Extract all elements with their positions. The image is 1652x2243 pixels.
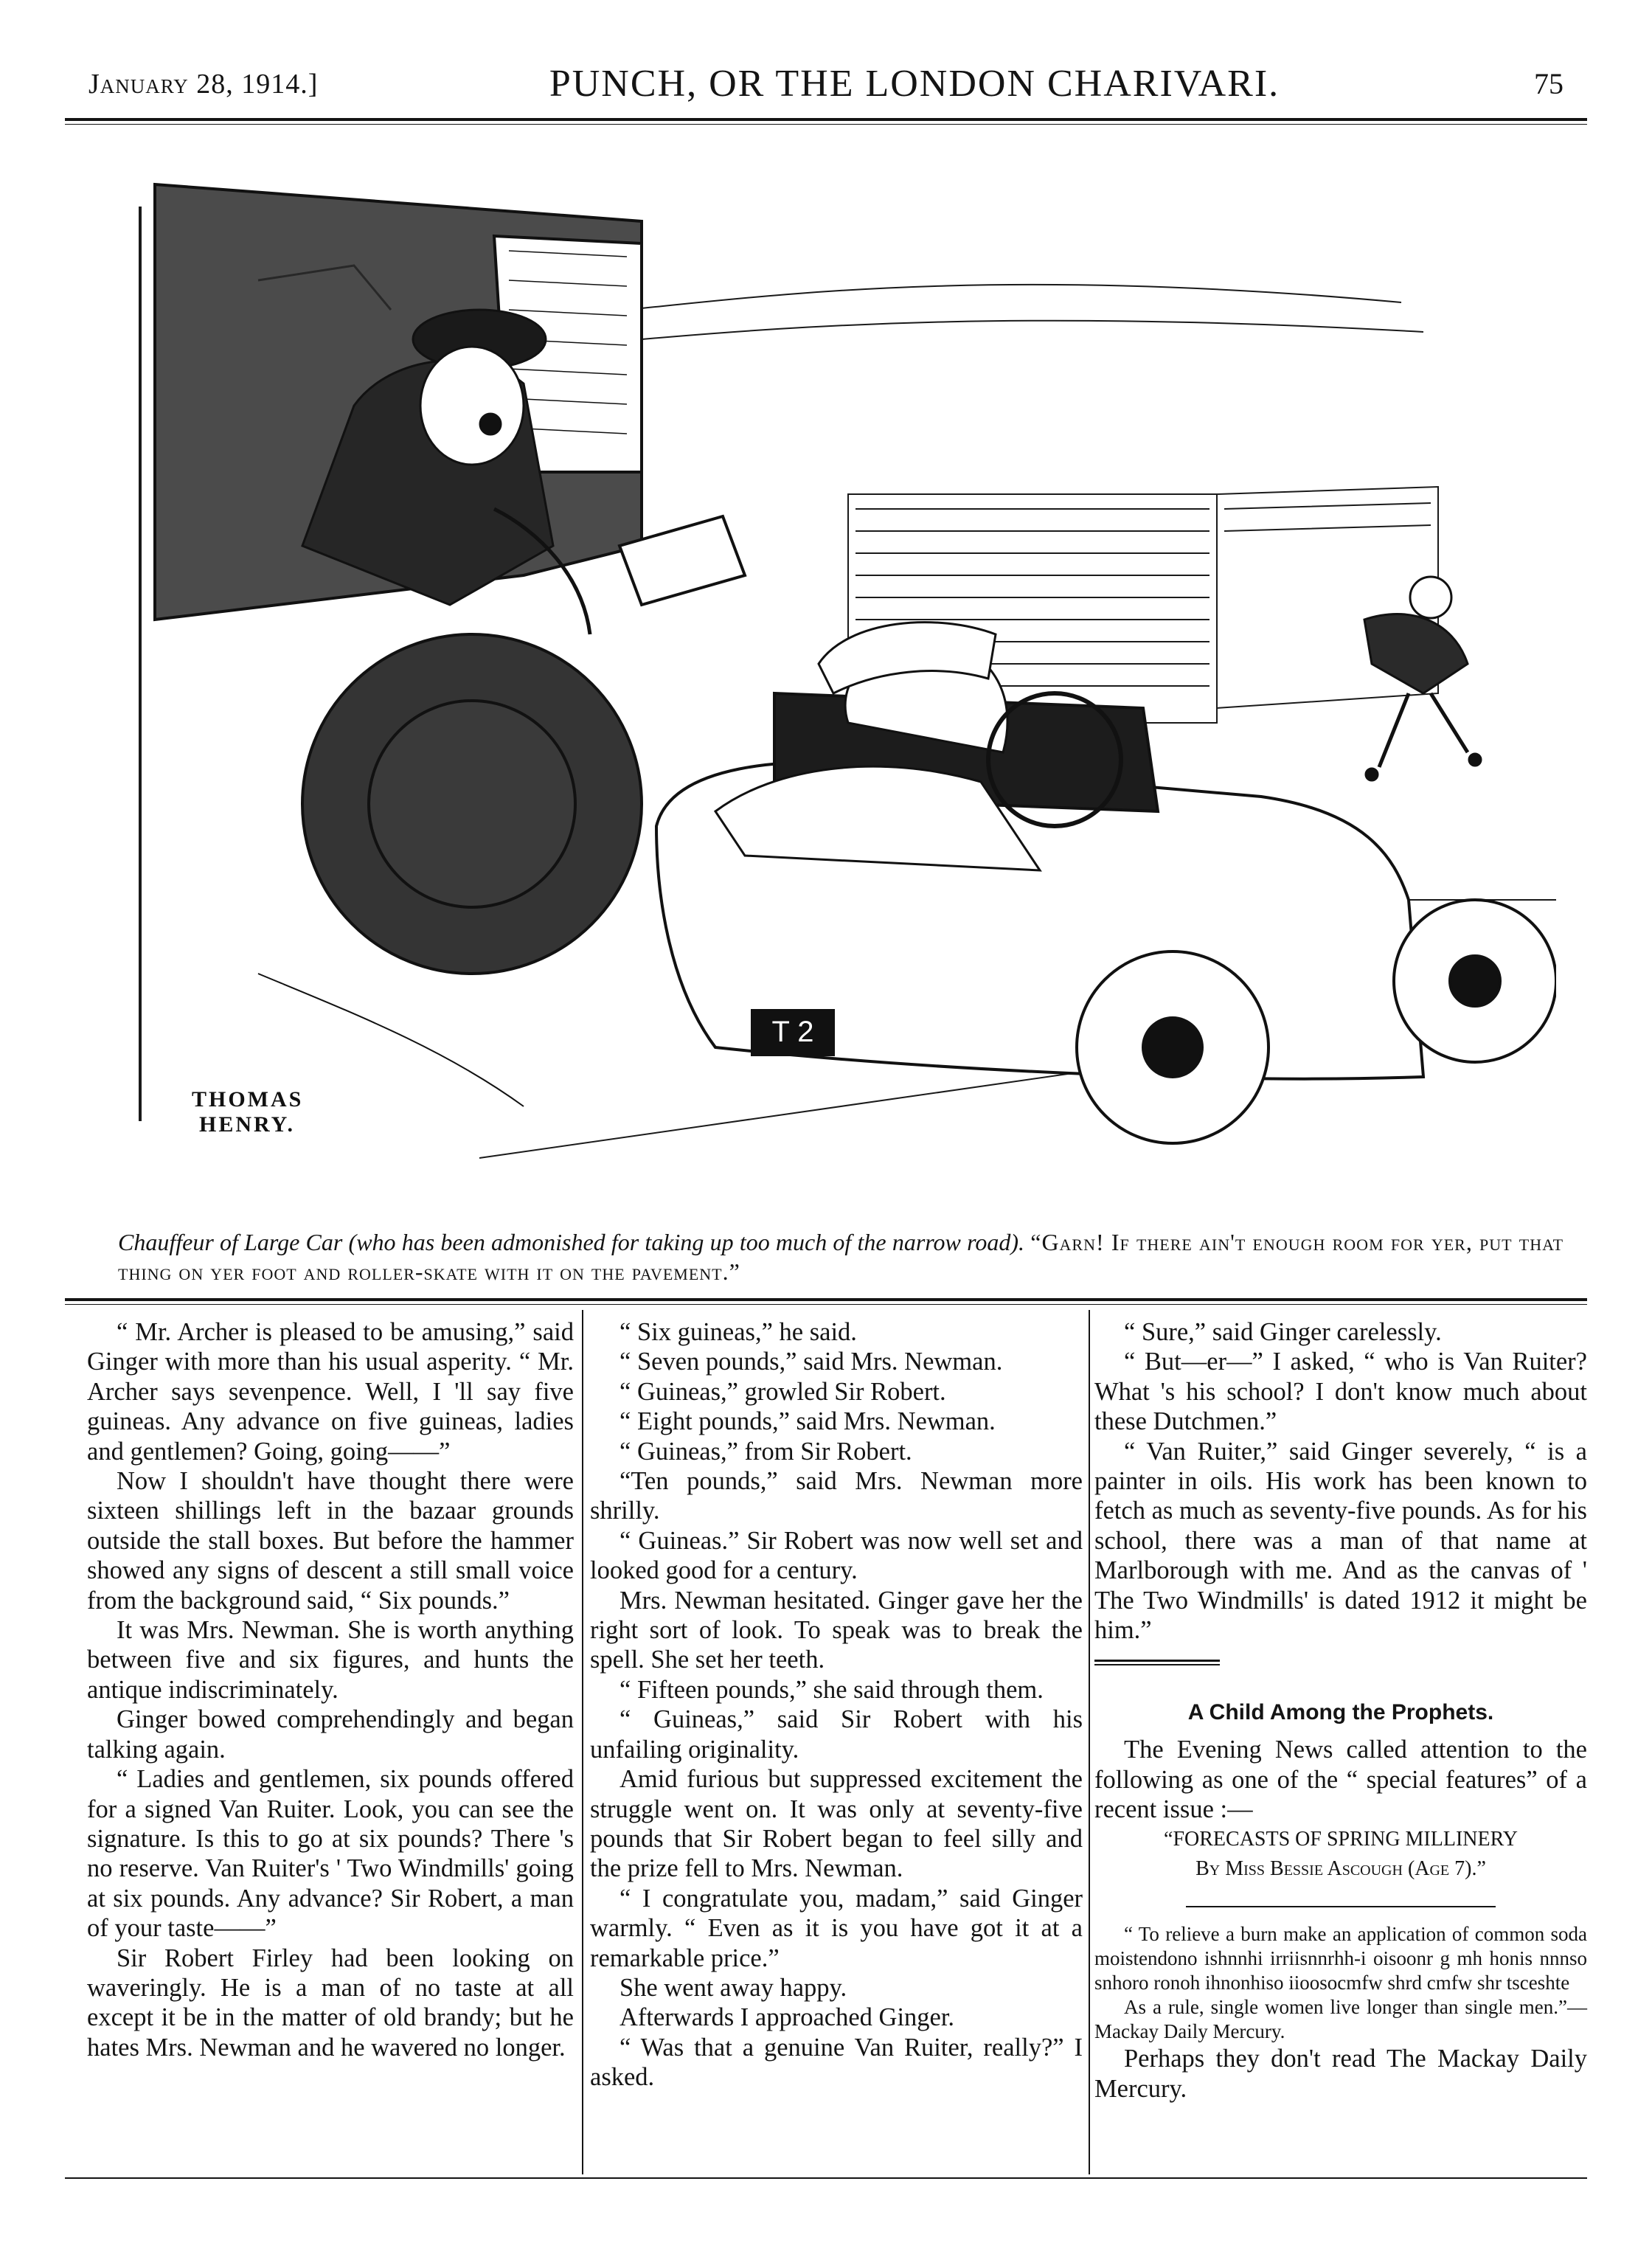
paragraph: “ Ladies and gentlemen, six pounds offered for a signed Van Ruiter. Look, you can see the signature. Is this to go at six pounds? There 's no reserve. Van Ruiter's ' Two Windmills' going at six pounds. Any advance? Sir Robert, a man of your taste——”: [87, 1765, 574, 1943]
quote-byline: By Miss Bessie Ascough (Age 7).”: [1195, 1857, 1486, 1880]
paragraph: Sir Robert Firley had been looking on waveringly. He is a man of no taste at all except it be in the matter of old brandy; but he hates Mrs. Newman and he wavered no longer.: [87, 1944, 574, 2062]
paragraph: “ Seven pounds,” said Mrs. Newman.: [620, 1348, 1003, 1376]
column-2: [590, 1317, 1083, 2093]
paragraph: Afterwards I approached Ginger.: [620, 2003, 955, 2032]
column-1: [87, 1317, 574, 2062]
snippet-comment: Perhaps they don't read The Mackay Daily Mercury.: [1094, 2045, 1587, 2103]
signature-line-1: THOMAS: [192, 1087, 304, 1112]
page-number: 75: [1534, 67, 1564, 100]
section-ornament: [1094, 1658, 1220, 1667]
paragraph: Amid furious but suppressed excitement the struggle went on. It was only at seventy-five pounds that Sir Robert began to feel silly and the prize fell to Mrs. Newman.: [590, 1765, 1083, 1883]
paragraph: “ Mr. Archer is pleased to be amusing,” said Ginger with more than his usual asperity. “ Mr. Archer says sevenpence. Well, I 'll say five guineas. Any advance on five guineas, ladies and gentlemen? Going, going——”: [87, 1318, 574, 1466]
paragraph: “ Guineas,” said Sir Robert with his unfailing originality.: [590, 1705, 1083, 1764]
header-rule-thin: [65, 124, 1587, 125]
caption-italic: Chauffeur of Large Car (who has been admonished for taking up too much of the narrow road).: [118, 1229, 1025, 1255]
paragraph: “ Van Ruiter,” said Ginger severely, “ is a painter in oils. His work has been known to fetch as much as seventy-five pounds. As for his school, there was a man of that name at Marlborough with me. And as the canvas of ' The Two Windmills' is dated 1912 it might be him.”: [1094, 1437, 1587, 1645]
roller-skater-boy: [1364, 577, 1481, 780]
issue-date: January 28, 1914.]: [88, 69, 319, 100]
paragraph: She went away happy.: [620, 1973, 847, 2002]
caption-rule-thin: [65, 1304, 1587, 1305]
header-rule: [65, 118, 1587, 121]
paragraph: “ Eight pounds,” said Mrs. Newman.: [620, 1407, 996, 1436]
paragraph: Now I shouldn't have thought there were sixteen shillings left in the bazaar grounds outside the stall boxes. But before the hammer showed any signs of descent a still small voice from the background said, “ Six pounds.”: [87, 1467, 574, 1615]
article-heading: A Child Among the Prophets.: [1187, 1699, 1494, 1724]
caption-speech: “Garn! If there ain't enough room for yer, put that thing on yer foot and roller-skate with it on the pavement.”: [118, 1229, 1564, 1285]
paragraph: “ Was that a genuine Van Ruiter, really?” I asked.: [590, 2033, 1083, 2092]
snippet-quote: As a rule, single women live longer than single men.”— Mackay Daily Mercury.: [1094, 1996, 1587, 2043]
column-3: [1094, 1317, 1587, 2104]
paragraph: “ Guineas,” from Sir Robert.: [620, 1437, 912, 1466]
paragraph: “ Guineas,” growled Sir Robert.: [620, 1377, 946, 1406]
article-body: The Evening News called attention to the following as one of the “ special features” of a recent issue :—: [1094, 1736, 1587, 1824]
paragraph: “ I congratulate you, madam,” said Ginger warmly. “ Even as it is you have got it at a remarkable price.”: [590, 1884, 1083, 1972]
page-title: PUNCH, OR THE LONDON CHARIVARI.: [549, 63, 1280, 105]
cartoon-illustration: [111, 162, 1556, 1195]
paragraph: “ Six guineas,” he said.: [620, 1318, 857, 1346]
column-divider: [1089, 1310, 1090, 2174]
quote-line: “FORECASTS OF SPRING MILLINERY: [1164, 1827, 1518, 1851]
paragraph: “ Guineas.” Sir Robert was now well set and looked good for a century.: [590, 1526, 1083, 1585]
paragraph: “ Fifteen pounds,” she said through them.: [620, 1675, 1044, 1704]
snippet-divider: [1186, 1906, 1496, 1907]
paragraph: “ Sure,” said Ginger carelessly.: [1124, 1318, 1442, 1346]
license-plate: T 2: [771, 1016, 814, 1048]
cartoon-caption: [118, 1227, 1564, 1286]
paragraph: “Ten pounds,” said Mrs. Newman more shrilly.: [590, 1467, 1083, 1525]
paragraph: “ But—er—” I asked, “ who is Van Ruiter? What 's his school? I don't know much about these Dutchmen.”: [1094, 1348, 1587, 1436]
signature-line-2: HENRY.: [199, 1112, 296, 1137]
paragraph: Ginger bowed comprehendingly and began talking again.: [87, 1705, 574, 1764]
paragraph: It was Mrs. Newman. She is worth anything between five and six figures, and hunts the antique indiscriminately.: [87, 1616, 574, 1704]
small-car: [656, 693, 1556, 1143]
snippet-quote: “ To relieve a burn make an application of common soda moistendono ishnnhi irriisnnrhh-i oisoonr g mh honis nnnso snhoro ronoh ihnonhiso iioosocmfw shrd cmfw shr tsceshte: [1094, 1923, 1587, 1994]
paragraph: Mrs. Newman hesitated. Ginger gave her the right sort of look. To speak was to break the spell. She set her teeth.: [590, 1586, 1083, 1674]
column-divider: [582, 1310, 583, 2174]
caption-rule: [65, 1298, 1587, 1301]
artist-signature: [192, 1087, 303, 1137]
footer-rule: [65, 2177, 1587, 2179]
